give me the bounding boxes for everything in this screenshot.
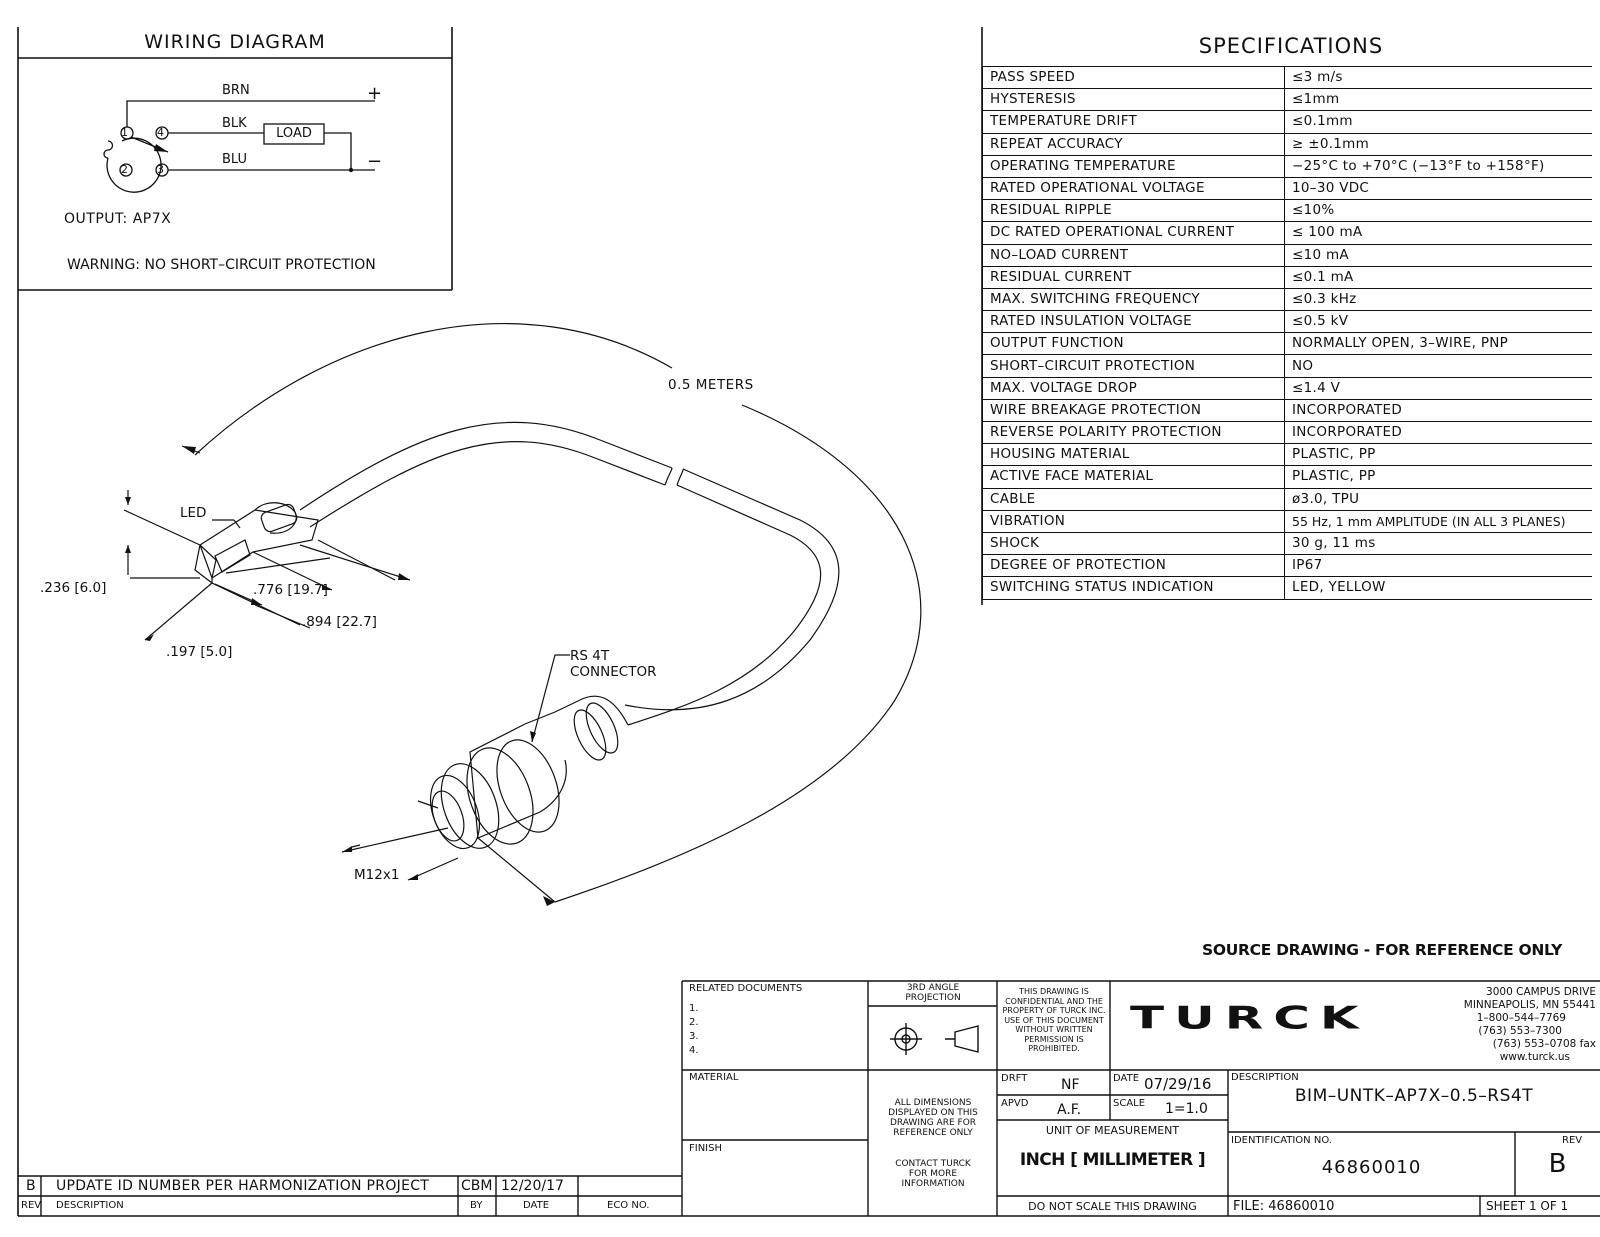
spec-value: ≤0.5 kV	[1285, 311, 1593, 333]
material-label: MATERIAL	[689, 1072, 739, 1083]
spec-value: 30 g, 11 ms	[1285, 532, 1593, 554]
finish-label: FINISH	[689, 1143, 722, 1154]
connector-label-2: CONNECTOR	[570, 664, 657, 680]
address-line-4: (763) 553–7300	[1478, 1025, 1562, 1037]
pin-4-label: 4	[157, 126, 164, 139]
specifications-title: SPECIFICATIONS	[1198, 34, 1384, 58]
date-label: DATE	[1113, 1073, 1140, 1084]
spec-parameter: OUTPUT FUNCTION	[983, 333, 1285, 355]
spec-parameter: SWITCHING STATUS INDICATION	[983, 577, 1285, 599]
spec-value: IP67	[1285, 555, 1593, 577]
spec-value: ≤ 100 mA	[1285, 222, 1593, 244]
pin-2-label: 2	[121, 163, 128, 176]
file-name: FILE: 46860010	[1233, 1199, 1335, 1214]
spec-parameter: DEGREE OF PROTECTION	[983, 555, 1285, 577]
spec-parameter: SHOCK	[983, 532, 1285, 554]
spec-parameter: NO–LOAD CURRENT	[983, 244, 1285, 266]
spec-value: 55 Hz, 1 mm AMPLITUDE (IN ALL 3 PLANES)	[1285, 510, 1593, 532]
spec-value: ≥ ±0.1mm	[1285, 133, 1593, 155]
spec-parameter: PASS SPEED	[983, 67, 1285, 89]
spec-value: NORMALLY OPEN, 3–WIRE, PNP	[1285, 333, 1593, 355]
spec-parameter: TEMPERATURE DRIFT	[983, 111, 1285, 133]
output-label: OUTPUT: AP7X	[64, 211, 172, 227]
spec-value: ≤0.1 mA	[1285, 266, 1593, 288]
spec-value: ≤10%	[1285, 200, 1593, 222]
spec-parameter: HOUSING MATERIAL	[983, 444, 1285, 466]
revision-header-by: BY	[470, 1200, 483, 1211]
spec-parameter: VIBRATION	[983, 510, 1285, 532]
unit-of-measurement-value: INCH [ MILLIMETER ]	[1019, 1150, 1206, 1170]
spec-parameter: CABLE	[983, 488, 1285, 510]
address-line-2: MINNEAPOLIS, MN 55441	[1463, 999, 1596, 1011]
spec-value: ≤1.4 V	[1285, 377, 1593, 399]
address-line-3: 1–800–544–7769	[1476, 1012, 1566, 1024]
spec-parameter: DC RATED OPERATIONAL CURRENT	[983, 222, 1285, 244]
spec-value: ≤0.3 kHz	[1285, 288, 1593, 310]
load-label: LOAD	[276, 126, 312, 141]
spec-parameter: MAX. SWITCHING FREQUENCY	[983, 288, 1285, 310]
spec-value: ≤10 mA	[1285, 244, 1593, 266]
revision-header-description: DESCRIPTION	[56, 1200, 124, 1211]
do-not-scale-note: DO NOT SCALE THIS DRAWING	[1028, 1200, 1197, 1213]
spec-parameter: RATED INSULATION VOLTAGE	[983, 311, 1285, 333]
drafter-label: DRFT	[1001, 1073, 1028, 1084]
spec-value: 10–30 VDC	[1285, 177, 1593, 199]
related-doc-1: 1.	[689, 1003, 699, 1014]
reference-note: SOURCE DRAWING - FOR REFERENCE ONLY	[1202, 941, 1563, 959]
minus-sign: −	[367, 151, 383, 172]
company-address	[1396, 986, 1596, 1064]
confidential-note: THIS DRAWING IS CONFIDENTIAL AND THE PROPERTY OF TURCK INC. USE OF THIS DOCUMENT WITHOUT WRITTEN PERMISSION IS PROHIBITED.	[1002, 987, 1106, 1053]
spec-value: INCORPORATED	[1285, 422, 1593, 444]
all-dimensions-note: ALL DIMENSIONS DISPLAYED ON THIS DRAWING ARE FOR REFERENCE ONLY	[888, 1098, 978, 1138]
approver-label: APVD	[1001, 1098, 1029, 1109]
depth-dimension-label: .197 [5.0]	[166, 644, 233, 660]
date-value: 07/29/16	[1144, 1075, 1212, 1093]
revision-header-rev: REV	[21, 1200, 42, 1211]
thread-label: M12x1	[354, 867, 400, 883]
height-dimension-label: .236 [6.0]	[40, 580, 107, 596]
revision-row-rev: B	[26, 1178, 36, 1194]
unit-of-measurement-label: UNIT OF MEASUREMENT	[1045, 1124, 1180, 1137]
approver-value: A.F.	[1057, 1102, 1082, 1118]
identification-number: 46860010	[1321, 1157, 1422, 1178]
pin-1-label: 1	[121, 126, 128, 139]
rev-value: B	[1548, 1149, 1567, 1179]
revision-row-by: CBM	[461, 1178, 493, 1194]
spec-parameter: HYSTERESIS	[983, 89, 1285, 111]
pin-3-label: 3	[157, 163, 164, 176]
scale-label: SCALE	[1113, 1098, 1146, 1109]
scale-value: 1=1.0	[1165, 1101, 1208, 1117]
plus-sign: +	[367, 83, 383, 104]
related-doc-2: 2.	[689, 1017, 699, 1028]
wire-blu-label: BLU	[222, 152, 248, 167]
spec-parameter: MAX. VOLTAGE DROP	[983, 377, 1285, 399]
spec-value: LED, YELLOW	[1285, 577, 1593, 599]
wire-brn-label: BRN	[222, 83, 250, 98]
rev-label: REV	[1562, 1135, 1583, 1146]
led-label: LED	[180, 505, 207, 521]
address-line-5: (763) 553–0708 fax	[1492, 1038, 1596, 1050]
sheet-number: SHEET 1 OF 1	[1486, 1199, 1569, 1213]
wire-blk-label: BLK	[222, 116, 247, 131]
spec-value: −25°C to +70°C (−13°F to +158°F)	[1285, 155, 1593, 177]
spec-parameter: RATED OPERATIONAL VOLTAGE	[983, 177, 1285, 199]
length-dimension-label: .894 [22.7]	[302, 614, 377, 630]
spec-value: ≤3 m/s	[1285, 67, 1593, 89]
revision-header-date: DATE	[523, 1200, 550, 1211]
spec-parameter: RESIDUAL CURRENT	[983, 266, 1285, 288]
drafter-value: NF	[1061, 1077, 1080, 1093]
warning-label: WARNING: NO SHORT–CIRCUIT PROTECTION	[67, 257, 376, 273]
spec-parameter: WIRE BREAKAGE PROTECTION	[983, 399, 1285, 421]
related-doc-3: 3.	[689, 1031, 699, 1042]
spec-value: ø3.0, TPU	[1285, 488, 1593, 510]
spec-parameter: RESIDUAL RIPPLE	[983, 200, 1285, 222]
spec-parameter: REPEAT ACCURACY	[983, 133, 1285, 155]
spec-parameter: OPERATING TEMPERATURE	[983, 155, 1285, 177]
related-doc-4: 4.	[689, 1045, 699, 1056]
spec-parameter: ACTIVE FACE MATERIAL	[983, 466, 1285, 488]
spec-value: ≤0.1mm	[1285, 111, 1593, 133]
cable-length-label: 0.5 METERS	[668, 377, 754, 393]
part-description: BIM–UNTK–AP7X–0.5–RS4T	[1294, 1086, 1534, 1106]
spec-value: INCORPORATED	[1285, 399, 1593, 421]
spec-parameter: REVERSE POLARITY PROTECTION	[983, 422, 1285, 444]
turck-logo: TURCK	[1130, 1000, 1369, 1036]
revision-row-date: 12/20/17	[501, 1178, 564, 1194]
address-line-1: 3000 CAMPUS DRIVE	[1486, 986, 1596, 998]
description-label: DESCRIPTION	[1231, 1072, 1299, 1083]
spec-value: NO	[1285, 355, 1593, 377]
identification-label: IDENTIFICATION NO.	[1231, 1135, 1332, 1146]
spec-parameter: SHORT–CIRCUIT PROTECTION	[983, 355, 1285, 377]
spec-value: ≤1mm	[1285, 89, 1593, 111]
address-line-6: www.turck.us	[1499, 1051, 1570, 1063]
revision-row-description: UPDATE ID NUMBER PER HARMONIZATION PROJECT	[56, 1178, 430, 1194]
connector-label-1: RS 4T	[570, 648, 610, 664]
spec-value: PLASTIC, PP	[1285, 466, 1593, 488]
wiring-diagram-title: WIRING DIAGRAM	[144, 31, 326, 53]
related-docs-label: RELATED DOCUMENTS	[689, 983, 803, 994]
spec-value: PLASTIC, PP	[1285, 444, 1593, 466]
projection-label: 3RD ANGLE PROJECTION	[905, 983, 961, 1003]
contact-note: CONTACT TURCK FOR MORE INFORMATION	[895, 1159, 971, 1189]
revision-header-eco: ECO NO.	[607, 1200, 650, 1211]
width-dimension-label: .776 [19.7]	[253, 582, 328, 598]
